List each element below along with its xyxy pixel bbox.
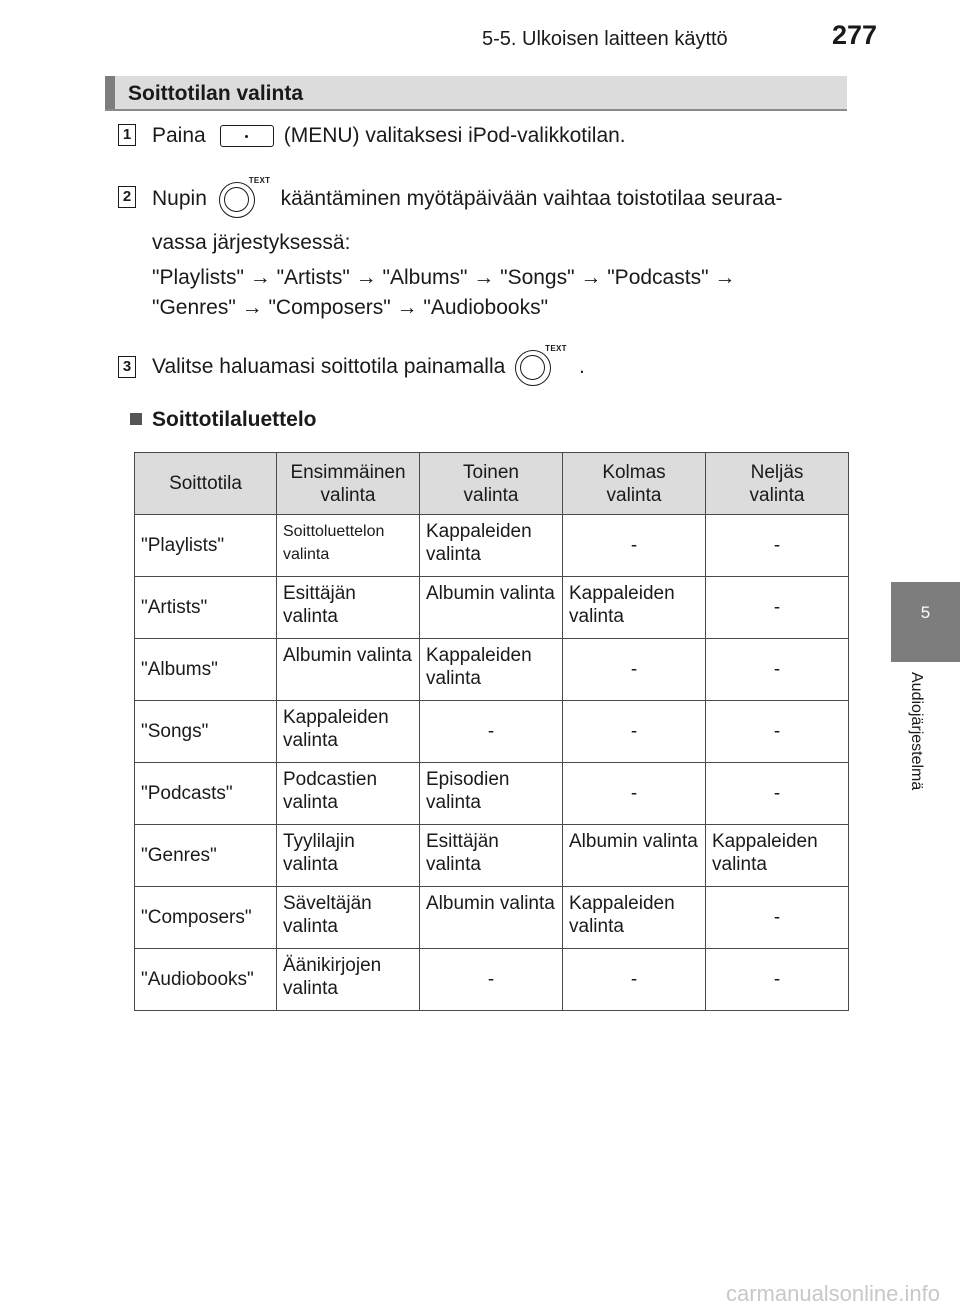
selection-cell: Esittäjän valinta bbox=[420, 825, 563, 887]
step-1-before: Paina bbox=[152, 124, 206, 147]
selection-cell: Albumin valinta bbox=[420, 887, 563, 949]
header-text: valinta bbox=[749, 484, 805, 506]
selection-cell: - bbox=[420, 701, 563, 763]
selection-cell: - bbox=[706, 887, 849, 949]
header-text: valinta bbox=[463, 484, 519, 506]
chapter-number: 5 bbox=[920, 603, 931, 622]
step-number-2: 2 bbox=[118, 186, 136, 208]
step-number-3: 3 bbox=[118, 356, 136, 378]
header-cell bbox=[135, 453, 277, 515]
selection-cell: Soittoluettelon valinta bbox=[277, 515, 420, 577]
table-row bbox=[135, 701, 849, 763]
table-row bbox=[135, 825, 849, 887]
step-2-line-2: vassa järjestyksessä: bbox=[152, 231, 351, 254]
section-accent bbox=[105, 76, 115, 109]
chapter-tab bbox=[891, 582, 960, 662]
step-3-after: . bbox=[579, 355, 585, 378]
mode-table bbox=[134, 452, 849, 1011]
tune-knob-icon bbox=[219, 176, 271, 222]
selection-cell: Kappaleiden valinta bbox=[420, 639, 563, 701]
selection-cell: - bbox=[706, 949, 849, 1011]
table-header-row bbox=[135, 453, 849, 515]
table-row bbox=[135, 577, 849, 639]
header-cell bbox=[420, 453, 563, 515]
table-row bbox=[135, 515, 849, 577]
selection-cell: - bbox=[706, 515, 849, 577]
header-cell bbox=[706, 453, 849, 515]
header-text: Kolmas bbox=[602, 461, 666, 483]
selection-cell: Albumin valinta bbox=[420, 577, 563, 639]
selection-cell: - bbox=[563, 639, 706, 701]
selection-cell: Kappaleiden valinta bbox=[277, 701, 420, 763]
selection-cell: Äänikirjojen valinta bbox=[277, 949, 420, 1011]
step-2-after: kääntäminen myötäpäivään vaihtaa toistotilaa seuraa- bbox=[280, 187, 783, 210]
selection-cell: - bbox=[563, 763, 706, 825]
header-cell bbox=[563, 453, 706, 515]
mode-name-cell: "Podcasts" bbox=[135, 763, 277, 825]
mode-name-cell: "Composers" bbox=[135, 887, 277, 949]
step-1-text bbox=[152, 124, 626, 148]
selection-cell: Säveltäjän valinta bbox=[277, 887, 420, 949]
header-text: Soittotila bbox=[169, 473, 242, 494]
selection-cell: - bbox=[563, 515, 706, 577]
selection-cell: - bbox=[706, 639, 849, 701]
selection-cell: - bbox=[706, 577, 849, 639]
selection-cell: Kappaleiden valinta bbox=[420, 515, 563, 577]
selection-cell: - bbox=[706, 701, 849, 763]
step-2-line-4: "Genres" → "Composers" → "Audiobooks" bbox=[152, 296, 549, 319]
knob-label: TEXT bbox=[248, 176, 271, 185]
selection-cell: Kappaleiden valinta bbox=[563, 887, 706, 949]
square-bullet-icon bbox=[130, 413, 142, 425]
mode-name-cell: "Audiobooks" bbox=[135, 949, 277, 1011]
selection-cell: Tyylilajin valinta bbox=[277, 825, 420, 887]
step-3-text bbox=[152, 344, 585, 390]
selection-cell: - bbox=[563, 949, 706, 1011]
page-number: 277 bbox=[832, 20, 878, 50]
table-row bbox=[135, 639, 849, 701]
header-text: valinta bbox=[606, 484, 662, 506]
selection-cell: Albumin valinta bbox=[563, 825, 706, 887]
table-row bbox=[135, 763, 849, 825]
section-title: Soittotilan valinta bbox=[128, 82, 304, 105]
section-header-bar bbox=[105, 76, 847, 111]
selection-cell: Kappaleiden valinta bbox=[563, 577, 706, 639]
mode-name-cell: "Albums" bbox=[135, 639, 277, 701]
header-text: Toinen bbox=[463, 461, 519, 483]
mode-name-cell: "Genres" bbox=[135, 825, 277, 887]
step-2-line-1 bbox=[152, 176, 783, 222]
chapter-label-text: Audiojärjestelmä bbox=[908, 672, 925, 791]
step-2-before: Nupin bbox=[152, 187, 207, 210]
selection-cell: Albumin valinta bbox=[277, 639, 420, 701]
step-1-after: (MENU) valitaksesi iPod-valikkotilan. bbox=[283, 124, 626, 147]
knob-ring bbox=[219, 182, 255, 218]
header-cell bbox=[277, 453, 420, 515]
mode-name-cell: "Artists" bbox=[135, 577, 277, 639]
mode-name-cell: "Songs" bbox=[135, 701, 277, 763]
step-number-1: 1 bbox=[118, 124, 136, 146]
chapter-label bbox=[897, 672, 927, 832]
selection-cell: Episodien valinta bbox=[420, 763, 563, 825]
knob-label: TEXT bbox=[545, 344, 567, 353]
header-text: valinta bbox=[320, 484, 376, 506]
step-2-line-3: "Playlists" → "Artists" → "Albums" → "Songs" → "Podcasts" → bbox=[152, 266, 736, 289]
step-3-before: Valitse haluamasi soittotila painamalla bbox=[152, 355, 506, 378]
knob-ring bbox=[515, 350, 551, 386]
selection-cell: - bbox=[420, 949, 563, 1011]
watermark: carmanualsonline.info bbox=[725, 1281, 940, 1306]
header-text: Ensimmäinen bbox=[290, 461, 406, 483]
header-section-title: 5-5. Ulkoisen laitteen käyttö bbox=[482, 28, 728, 50]
mode-name-cell: "Playlists" bbox=[135, 515, 277, 577]
selection-cell: Esittäjän valinta bbox=[277, 577, 420, 639]
header-text: Neljäs bbox=[750, 461, 804, 483]
subheading bbox=[130, 408, 317, 432]
menu-button-icon bbox=[220, 125, 274, 147]
tune-knob-press-icon bbox=[515, 344, 567, 390]
selection-cell: - bbox=[706, 763, 849, 825]
subheading-text: Soittotilaluettelo bbox=[152, 408, 317, 431]
selection-cell: - bbox=[563, 701, 706, 763]
selection-cell: Podcastien valinta bbox=[277, 763, 420, 825]
table-row bbox=[135, 887, 849, 949]
table-row bbox=[135, 949, 849, 1011]
selection-cell: Kappaleiden valinta bbox=[706, 825, 849, 887]
